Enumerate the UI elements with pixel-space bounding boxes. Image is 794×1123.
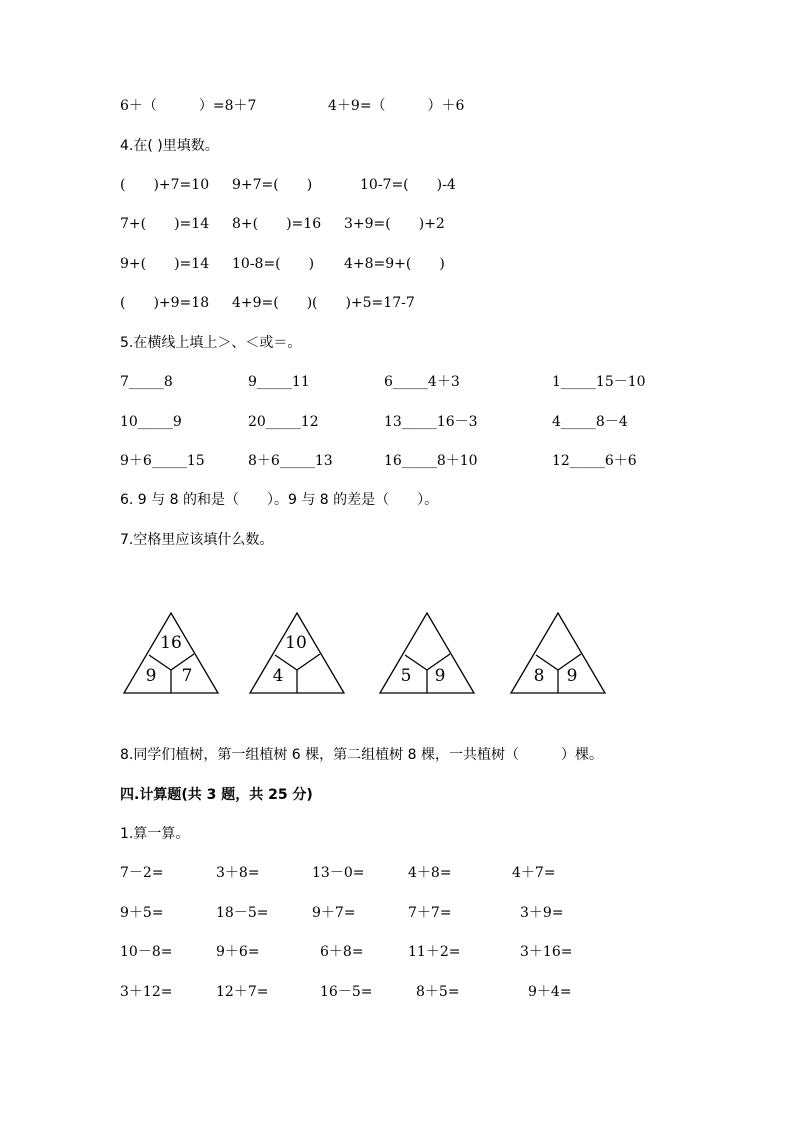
equation-item: 7+( )=14 [120,216,210,232]
comparison-item: 8＋6_____13 [248,453,333,469]
equation-item: ( )+9=18 [120,295,210,311]
comparison-item: 9_____11 [248,374,310,390]
question-5-title: 5.在横线上填上＞、＜或＝。 [120,335,302,351]
triangle-right-number: 9 [566,666,578,686]
triangle-left-number: 9 [145,666,157,686]
equation-item: 3+9=( )+2 [344,216,445,232]
question-4-title: 4.在( )里填数。 [120,138,219,154]
equation-item: 10-8=( ) [232,256,315,272]
number-triangle [510,612,606,694]
calc-item: 8＋5= [416,984,460,1000]
calc-1-title: 1.算一算。 [120,826,190,842]
triangle-top-number: 10 [285,633,307,653]
question-6-text: 6. 9 与 8 的和是（ ）。9 与 8 的差是（ ）。 [120,492,439,508]
calc-item: 18－5= [216,905,269,921]
question-7-title: 7.空格里应该填什么数。 [120,532,274,548]
calc-item: 3＋12= [120,984,173,1000]
calc-item: 9＋7= [312,905,356,921]
calc-item: 3＋16= [520,944,573,960]
number-triangle [379,612,475,694]
calc-item: 6＋8= [320,944,364,960]
triangle-left-number: 4 [272,666,284,686]
calc-item: 3＋8= [216,865,260,881]
comparison-item: 9＋6_____15 [120,453,205,469]
equation-item: 4+9=( ) [232,295,313,311]
calc-item: 13－0= [312,865,365,881]
triangle-left-number: 8 [533,666,545,686]
number-triangle [123,612,219,694]
section-title: 四.计算题(共 3 题，共 25 分) [120,787,313,803]
calc-item: 4＋8= [408,865,452,881]
question-8-text: 8.同学们植树，第一组植树 6 棵，第二组植树 8 棵，一共植树（ ）棵。 [120,747,603,763]
equation-item: 9+7=( ) [232,177,313,193]
calc-item: 11＋2= [408,944,461,960]
comparison-item: 13_____16－3 [384,414,478,430]
calc-item: 9＋6= [216,944,260,960]
triangle-right-number: 7 [181,666,193,686]
number-triangle [249,612,345,694]
comparison-item: 10_____9 [120,414,182,430]
triangle-left-number: 5 [400,666,412,686]
equation-item: 4＋9=（ ）＋6 [328,98,465,114]
triangle-right-number: 9 [434,666,446,686]
calc-item: 3＋9= [520,905,564,921]
equation-item: 8+( )=16 [232,216,322,232]
calc-item: 7－2= [120,865,164,881]
comparison-item: 16_____8＋10 [384,453,478,469]
comparison-item: 12_____6＋6 [552,453,637,469]
triangle-top-number: 16 [160,633,182,653]
equation-item: 10-7=( )-4 [360,177,456,193]
equation-item: 4+8=9+( ) [344,256,445,272]
calc-item: 9＋4= [528,984,572,1000]
comparison-item: 4_____8－4 [552,414,628,430]
comparison-item: 7_____8 [120,374,173,390]
equation-item: 6＋（ ）=8＋7 [120,98,257,114]
comparison-item: 1_____15－10 [552,374,646,390]
calc-item: 10－8= [120,944,173,960]
equation-item: 9+( )=14 [120,256,210,272]
calc-item: 7＋7= [408,905,452,921]
calc-item: 4＋7= [512,865,556,881]
equation-item: ( )+7=10 [120,177,210,193]
calc-item: 12＋7= [216,984,269,1000]
comparison-item: 6_____4＋3 [384,374,460,390]
equation-item: ( )+5=17-7 [312,295,415,311]
calc-item: 16－5= [320,984,373,1000]
comparison-item: 20_____12 [248,414,319,430]
calc-item: 9＋5= [120,905,164,921]
